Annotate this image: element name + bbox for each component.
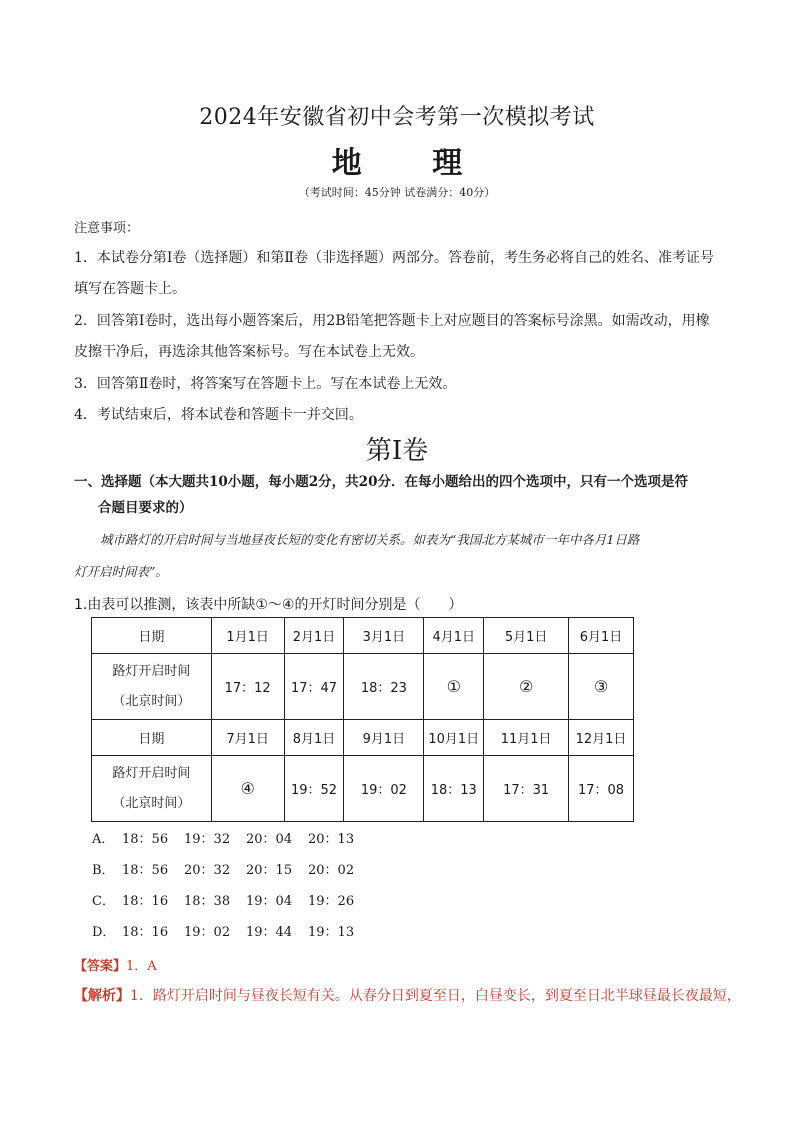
option-label: C． [92,894,115,909]
notice-line: 3．回答第Ⅱ卷时，将答案写在答题卡上。写在本试卷上无效。 [74,376,457,392]
option-value: 18：16 [122,925,169,940]
table-row [92,720,634,756]
option-value: 19：32 [184,832,231,847]
answer-line [74,955,157,974]
notice-line: 1．本试卷分第Ⅰ卷（选择题）和第Ⅱ卷（非选择题）两部分。答卷前，考生务必将自己的姓名、准考证号 [74,250,714,266]
option-value: 18：38 [184,894,231,909]
option-value: 19：13 [308,925,355,940]
date-cell: 8月1日 [284,720,344,756]
time-cell: 17：08 [569,756,634,822]
option-value: 19：44 [246,925,293,940]
row-label-time-line1: 路灯开启时间 [112,663,191,679]
table-row [92,618,634,654]
option-value: 19：02 [184,925,231,940]
row-label-time [92,654,212,720]
date-cell: 1月1日 [211,618,284,654]
row-label-date: 日期 [92,720,212,756]
date-cell: 3月1日 [344,618,424,654]
lamp-time-table [91,617,634,822]
date-cell: 7月1日 [211,720,284,756]
question-stem: 1.由表可以推测，该表中所缺①～④的开灯时间分别是（ ） [74,597,463,613]
option-value: 20：04 [246,832,293,847]
date-cell: 11月1日 [484,720,569,756]
date-cell: 6月1日 [569,618,634,654]
part-instruction: 一、选择题（本大题共10小题，每小题2分，共20分．在每小题给出的四个选项中，只有一个选项是符 [74,474,688,490]
time-cell: 17：12 [211,654,284,720]
row-label-time-line1: 路灯开启时间 [112,765,191,781]
notice-heading: 注意事项： [74,221,140,236]
analysis-text: 1．路灯开启时间与昼夜长短有关。从春分日到夏至日，白昼变长，到夏至日北半球昼最长夜最短， [130,988,741,1004]
option-value: 20：15 [246,863,293,878]
notice-line: 皮擦干净后，再选涂其他答案标号。写在本试卷上无效。 [74,344,424,360]
time-cell: 18：13 [424,756,484,822]
date-cell: 9月1日 [344,720,424,756]
answer-tag: 【答案】 [74,959,127,974]
option-value: 20：02 [308,863,355,878]
option-d [92,921,354,940]
analysis-line [74,985,741,1005]
notice-line: 填写在答题卡上。 [74,281,186,297]
time-cell: 19：02 [344,756,424,822]
time-cell: ③ [569,654,634,720]
option-value: 19：04 [246,894,293,909]
option-label: D． [92,925,116,940]
time-cell: ④ [211,756,284,822]
time-cell: ② [484,654,569,720]
date-cell: 5月1日 [484,618,569,654]
date-cell: 4月1日 [424,618,484,654]
option-label: A． [92,832,115,847]
option-value: 18：56 [122,863,169,878]
context-intro: 城市路灯的开启时间与当地昼夜长短的变化有密切关系。如表为“我国北方某城市一年中各月1日路 [100,532,640,547]
date-cell: 2月1日 [284,618,344,654]
option-value: 20：32 [184,863,231,878]
row-label-time-line2: （北京时间） [112,693,191,709]
context-intro-cont: 灯开启时间表”。 [74,564,168,579]
time-cell: 19：52 [284,756,344,822]
exam-time-info: （考试时间：45分钟 试卷满分：40分） [298,186,496,199]
time-cell: 17：31 [484,756,569,822]
exam-title: 2024年安徽省初中会考第一次模拟考试 [199,105,595,130]
time-cell: 17：47 [284,654,344,720]
table-row [92,654,634,720]
subject-title: 地 理 [331,146,493,181]
option-b [92,859,354,878]
option-value: 19：26 [308,894,355,909]
row-label-time [92,756,212,822]
row-label-time-line2: （北京时间） [112,795,191,811]
part-instruction-cont: 合题目要求的） [98,500,193,516]
time-cell: 18：23 [344,654,424,720]
option-c [92,890,354,909]
date-cell: 10月1日 [424,720,484,756]
answer-text: 1．A [126,959,157,974]
option-value: 20：13 [308,832,355,847]
option-value: 18：56 [122,832,169,847]
option-label: B． [92,863,115,878]
time-cell: ① [424,654,484,720]
notice-line: 4．考试结束后，将本试卷和答题卡一并交回。 [74,407,363,423]
row-label-date: 日期 [92,618,212,654]
analysis-tag: 【解析】 [74,988,130,1004]
notice-line: 2．回答第Ⅰ卷时，选出每小题答案后，用2B铅笔把答题卡上对应题目的答案标号涂黑。如需改动，用橡 [74,313,710,329]
option-a [92,828,354,847]
option-value: 18：16 [122,894,169,909]
table-row [92,756,634,822]
section-title: 第Ⅰ卷 [365,436,429,466]
date-cell: 12月1日 [569,720,634,756]
